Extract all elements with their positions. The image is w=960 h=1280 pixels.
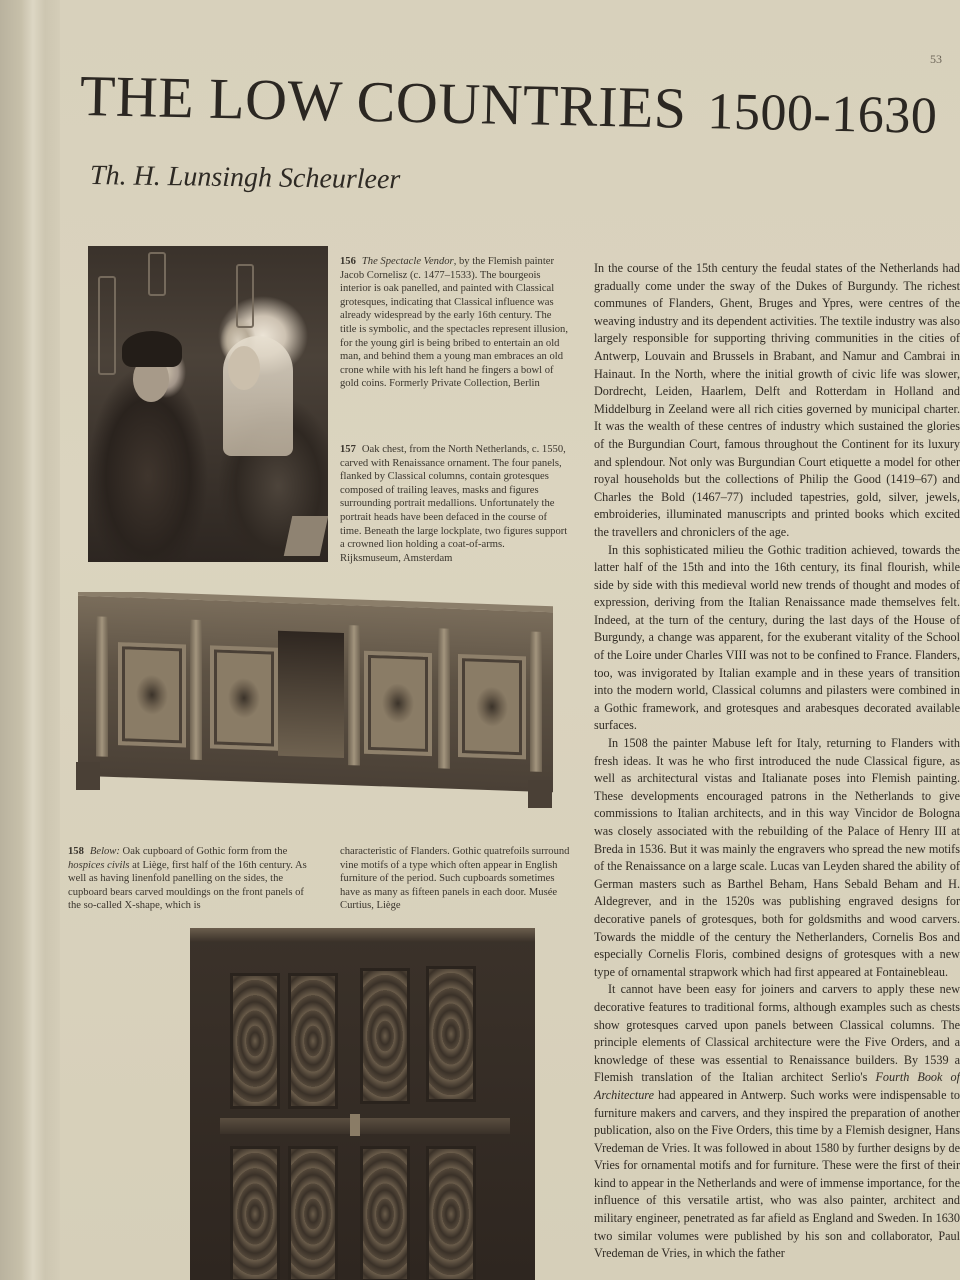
chapter-title-years: 1500-1630 — [706, 83, 938, 145]
body-text: had appeared in Antwerp. Such works were indispensable to furniture makers and carvers, and they inspired the preparation of another publication, also on the Five Orders, this time by a Flemish designer, Hans Vredeman de Vries. It was followed in about 1580 by further designs by de Vries for ornamental motifs and for furniture. These were the first of their kind to appear in the Netherlands and were of immense importance, for the influence of this versatile artist, who was also painter, architect and military engineer, penetrated as far afield as England and Sweden. In 1630 two similar volumes were published by his son and collaborator, Paul Vredeman de Vries, in which the father — [594, 1087, 960, 1261]
chest-foot — [76, 762, 100, 790]
caption-text: Oak cupboard of Gothic form from the — [119, 846, 288, 857]
cupboard-middle-rail — [220, 1118, 510, 1134]
page-number: 53 — [930, 52, 942, 66]
caption-italic-term: hospices civils — [68, 859, 130, 871]
figure-156-painting — [88, 246, 328, 562]
caption-text: , by the Flemish painter Jacob Cornelisz (c. 1477–1533). The bourgeois interior is oak panelled, and painted with Classical grotesques, indicating that Classical influence was already widespread by the early 16th century. The title is symbolic, and the spectacles represent illusion, for the young girl is being bribed to entertain an old man, and behind them a young man embraces an old crone while with his left hand he fingers a bowl of gold coins. Formerly Private Collection, Berlin — [340, 256, 569, 390]
book-title-reference: Fourth Book of Architecture — [594, 1070, 960, 1102]
chest-carved-panel — [458, 654, 526, 759]
painting-old-man-hat — [122, 331, 182, 367]
chest-column — [348, 625, 360, 765]
caption-number: 158 — [68, 846, 84, 857]
chapter-title-text: THE LOW COUNTRIES — [79, 63, 688, 141]
caption-156 — [340, 255, 568, 391]
caption-text: Oak chest, from the North Netherlands, c. 1550, carved with Renaissance ornament. The four panels, flanked by Classical columns, contain grotesques composed of trailing leaves, masks and figures surrounding portrait medallions. Unfortunately the portrait heads have been defaced in the course of time. Beneath the large lockplate, two figures support a crowned lion holding a coat-of-arms. Rijksmuseum, Amsterdam — [340, 444, 568, 564]
caption-artwork-title: The Spectacle Vendor — [361, 256, 454, 267]
chapter-author: Th. H. Lunsingh Scheurleer — [89, 160, 401, 196]
chest-column — [96, 616, 108, 756]
cupboard-carved-panel — [230, 973, 280, 1109]
caption-position-label: Below: — [89, 846, 120, 857]
body-text: It cannot have been easy for joiners and carvers to apply these new decorative features to traditional forms, although examples such as chests show grotesques carved upon panels between Classical columns. The principle elements of Classical architecture were the Five Orders, and a knowledge of these was essential to Renaissance builders. By 1539 a Flemish translation of the Italian architect Serlio's — [594, 982, 960, 1085]
cupboard-carved-panel — [426, 966, 476, 1102]
body-paragraph — [594, 981, 960, 1263]
cupboard-carved-panel — [230, 1146, 280, 1280]
body-paragraph: In the course of the 15th century the feudal states of the Netherlands had gradually come under the sway of the Dukes of Burgundy. The richest communes of Flanders, Ghent, Bruges and Ypres, were centres of the weaving industry and its dependent activities. The textile industry was also largely responsible for supporting thriving communities in the cities of Antwerp, Louvain and Brussels in Brabant, and Namur and Cambrai in Hainaut. In the North, where the initial growth of civic life was slower, Dordrecht, Leiden, Haarlem, Delft and Rotterdam in Holland and Middelburg in Zeeland were all rich cities governed by municipal charter. It was the wealth of these centres of industry which sustained the glories of the Burgundian Court, famous throughout the Continent for its luxury and splendour. Not only was Burgundian Court etiquette a model for other royal households but the collections of Philip the Good (1419–67) and Charles the Bold (1467–77) included tapestries, gold, silver, jewels, embroideries, illuminated manuscripts and printed books which excited the travellers and chroniclers of the age. — [594, 261, 960, 539]
painting-box — [284, 516, 328, 556]
figure-157-oak-chest — [66, 592, 556, 812]
painting-young-woman-face — [228, 346, 260, 390]
caption-number: 157 — [340, 444, 356, 455]
body-paragraph: In this sophisticated milieu the Gothic tradition achieved, towards the latter half of the 15th and into the 16th century, its final flourish, while side by side with this medieval world new trends of thought and modes of expression, deriving from the Italian Renaissance made themselves felt. Indeed, at the turn of the century, during the last days of the House of Burgundy, a change was apparent, for the exuberant vitality of the School of the Loire under Charles VIII was not to be confined to France. Flanders, too, was invigorated by Italian example and in these years of transition into the modern world, Classical columns and pilasters were combined in a Gothic framework, and grotesques and arabesques decorated available surfaces. — [594, 542, 960, 733]
chest-carved-panel — [364, 651, 432, 756]
book-gutter — [0, 0, 60, 1280]
chest-carved-panel — [118, 642, 186, 747]
caption-158-part-1 — [68, 845, 318, 913]
caption-text-continued: at Liège, first half of the 16th century. As well as having linenfold panelling on the sides, the cupboard bears carved mouldings on the front panels of the so-called X-shape, which is — [68, 859, 307, 912]
chest-carved-panel — [210, 645, 278, 750]
body-paragraph: In 1508 the painter Mabuse left for Italy, returning to Flanders with fresh ideas. It was he who first introduced the nude Classical figure, as well as architectural vistas and Italianate poses into Flemish painting. These developments encouraged patrons in the Netherlands to give commissions to Italian architects, and in this way Vincidor de Bologna was closely associated with the rebuilding of the Palace of Henry III at Breda in 1536. But it was mainly the engravers who spread the new motifs of the Renaissance on a large scale. Lucas van Leyden shared the ability of German masters such as Barthel Beham, Hans Sebald Beham and H. Aldegrever, and in the 1520s was publishing engraved designs for decorative panels of grotesques, both for goldsmiths and wood carvers. Towards the middle of the century the Netherlanders, Cornelis Bos and especially Cornelis Floris, combined designs of grotesques with a new type of ornamental strapwork which had first appeared at Fontainebleau. — [594, 736, 960, 979]
chest-body — [78, 592, 553, 792]
chest-column — [530, 631, 542, 771]
chest-column — [190, 620, 202, 760]
article-body — [594, 260, 960, 1263]
figure-158-oak-cupboard — [190, 928, 535, 1280]
chest-lockplate — [278, 631, 344, 758]
caption-number: 156 — [340, 256, 356, 267]
painting-niche-decoration — [236, 264, 254, 328]
cupboard-lock — [350, 1114, 360, 1136]
caption-157 — [340, 443, 568, 565]
cupboard-carved-panel — [360, 968, 410, 1104]
painting-pilaster-decoration — [98, 276, 116, 375]
cupboard-carved-panel — [288, 1146, 338, 1280]
chest-foot — [528, 780, 552, 808]
chest-column — [438, 628, 450, 768]
cupboard-carved-panel — [288, 973, 338, 1109]
caption-158-part-2: characteristic of Flanders. Gothic quatrefoils surround vine motifs of a type which often appear in English furniture of the period. Such cupboards sometimes have as many as fifteen panels in each door. Musée Curtius, Liège — [340, 846, 570, 912]
cupboard-cornice — [190, 928, 535, 942]
cupboard-carved-panel — [360, 1146, 410, 1280]
painting-niche-decoration — [148, 252, 166, 296]
cupboard-carved-panel — [426, 1146, 476, 1280]
